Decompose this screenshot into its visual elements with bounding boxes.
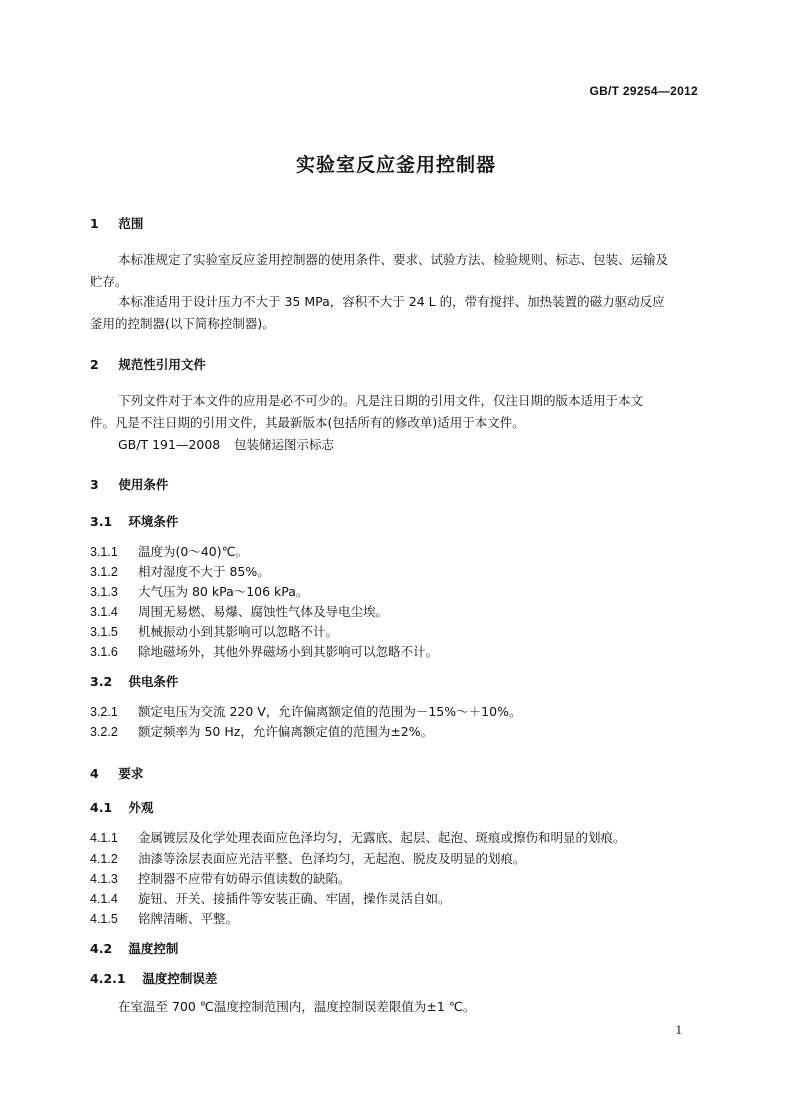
paragraph-line: 件。凡是不注日期的引用文件，其最新版本(包括所有的修改单)适用于本文件。 (90, 415, 525, 430)
section-number: 1 (90, 216, 99, 231)
section-1-paragraph-2 (90, 291, 702, 335)
reference-code: GB/T 191—2008 (118, 437, 221, 452)
clause-item (90, 869, 710, 887)
section-title: 环境条件 (128, 514, 179, 529)
clause-text: 大气压为 80 kPa～106 kPa。 (138, 584, 309, 599)
clause-text: 额定频率为 50 Hz，允许偏离额定值的范围为±2%。 (138, 724, 434, 739)
clause-text: 额定电压为交流 220 V，允许偏离额定值的范围为－15%～＋10%。 (138, 704, 522, 719)
clause-text: 除地磁场外，其他外界磁场小到其影响可以忽略不计。 (138, 644, 439, 659)
clause-item (90, 602, 710, 620)
clause-item (90, 828, 710, 846)
section-number: 4.2 (90, 941, 113, 956)
section-4-2-1-heading (90, 969, 217, 987)
paragraph-line: 本标准规定了实验室反应釜用控制器的使用条件、要求、试验方法、检验规则、标志、包装、运输及 (118, 252, 669, 267)
clause-number: 4.1.3 (90, 872, 118, 886)
section-number: 3 (90, 477, 99, 492)
document-title: 实验室反应釜用控制器 (295, 154, 496, 176)
section-number: 3.2 (90, 674, 113, 689)
clause-number: 4.1.4 (90, 892, 118, 906)
clause-text: 相对湿度不大于 85%。 (138, 564, 270, 579)
section-number: 2 (90, 357, 99, 372)
section-4-heading (90, 764, 143, 782)
clause-text: 周围无易燃、易爆、腐蚀性气体及导电尘埃。 (138, 604, 389, 619)
clause-item (90, 889, 710, 907)
clause-text: 机械振动小到其影响可以忽略不计。 (138, 624, 339, 639)
clause-item (90, 702, 710, 720)
section-title: 要求 (118, 766, 144, 781)
clause-item (90, 622, 710, 640)
section-title: 温度控制误差 (142, 971, 218, 986)
clause-text: 铭牌清晰、平整。 (138, 911, 239, 926)
section-4-1-heading (90, 798, 153, 816)
clause-text: 金属镀层及化学处理表面应色泽均匀，无露底、起层、起泡、斑痕或擦伤和明显的划痕。 (138, 830, 626, 845)
clause-item (90, 542, 710, 560)
clause-number: 3.1.1 (90, 545, 118, 559)
clause-text: 温度为(0～40)℃。 (138, 544, 249, 559)
paragraph-line: 在室温至 700 ℃温度控制范围内，温度控制误差限值为±1 ℃。 (118, 999, 476, 1014)
clause-number: 3.1.2 (90, 565, 118, 579)
clause-number: 4.1.5 (90, 912, 118, 926)
paragraph-line: 本标准适用于设计压力不大于 35 MPa，容积不大于 24 L 的，带有搅拌、加热装置的磁力驱动反应 (118, 294, 665, 309)
section-3-2-heading (90, 672, 178, 690)
section-title: 范围 (118, 216, 144, 231)
section-title: 规范性引用文件 (118, 357, 206, 372)
reference-title: 包装储运图示标志 (234, 437, 335, 452)
section-4-2-heading (90, 939, 178, 957)
clause-item (90, 849, 710, 867)
clause-number: 3.2.1 (90, 705, 118, 719)
section-title: 温度控制 (128, 941, 179, 956)
normative-reference (118, 435, 334, 453)
section-number: 3.1 (90, 514, 113, 529)
section-1-paragraph-1 (90, 249, 702, 293)
section-4-2-1-paragraph (90, 996, 702, 1018)
section-title: 使用条件 (118, 477, 169, 492)
clause-text: 油漆等涂层表面应光洁平整、色泽均匀，无起泡、脱皮及明显的划痕。 (138, 851, 526, 866)
paragraph-line: 釜用的控制器(以下简称控制器)。 (90, 316, 275, 331)
clause-number: 3.1.3 (90, 585, 118, 599)
clause-text: 旋钮、开关、接插件等安装正确、牢固，操作灵活自如。 (138, 891, 451, 906)
clause-number: 3.2.2 (90, 725, 118, 739)
clause-item (90, 562, 710, 580)
clause-number: 3.1.4 (90, 605, 118, 619)
standard-code: GB/T 29254—2012 (589, 84, 698, 98)
section-3-1-heading (90, 512, 178, 530)
page-number: 1 (675, 1022, 682, 1037)
clause-item (90, 909, 710, 927)
clause-item (90, 582, 710, 600)
clause-item (90, 642, 710, 660)
clause-number: 3.1.6 (90, 645, 118, 659)
paragraph-line: 下列文件对于本文件的应用是必不可少的。凡是注日期的引用文件，仅注日期的版本适用于本文 (118, 393, 644, 408)
clause-number: 4.1.2 (90, 852, 118, 866)
section-2-paragraph-1 (90, 390, 702, 434)
clause-item (90, 722, 710, 740)
section-number: 4 (90, 766, 99, 781)
clause-number: 4.1.1 (90, 831, 118, 845)
section-2-heading (90, 355, 206, 373)
section-number: 4.2.1 (90, 971, 126, 986)
section-3-heading (90, 475, 168, 493)
section-title: 外观 (128, 800, 154, 815)
clause-number: 3.1.5 (90, 625, 118, 639)
paragraph-line: 贮存。 (90, 274, 128, 289)
section-number: 4.1 (90, 800, 113, 815)
section-title: 供电条件 (128, 674, 179, 689)
clause-text: 控制器不应带有妨碍示值读数的缺陷。 (138, 871, 351, 886)
section-1-heading (90, 214, 143, 232)
